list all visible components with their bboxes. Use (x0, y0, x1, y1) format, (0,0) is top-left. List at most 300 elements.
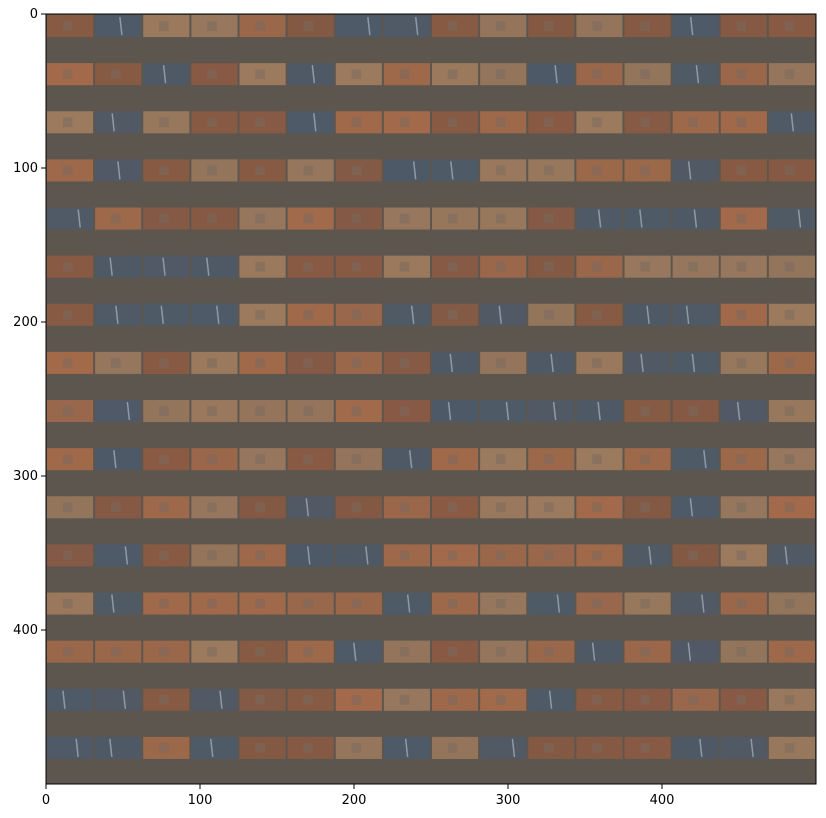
mosaic-tile (312, 328, 358, 350)
tile-inset (63, 502, 73, 512)
mosaic-tile (673, 352, 719, 374)
mosaic-tile (649, 280, 695, 302)
mosaic-tile (793, 568, 826, 590)
tile-inset (159, 551, 169, 561)
tile-inset (352, 166, 362, 176)
mosaic-tile (697, 761, 743, 783)
mosaic-tile (528, 593, 574, 615)
tile-inset (15, 647, 25, 657)
tile-inset (15, 551, 25, 561)
mosaic-tile (649, 665, 695, 687)
mosaic-tile (793, 520, 826, 542)
mosaic-tile (504, 665, 550, 687)
mosaic-tile (432, 400, 478, 422)
mosaic-tile (817, 689, 826, 711)
mosaic-tile (408, 135, 454, 157)
mosaic-tile (600, 472, 646, 494)
tile-inset (496, 117, 506, 127)
mosaic-tile (649, 761, 695, 783)
tile-inset (207, 214, 217, 224)
mosaic-tile (600, 39, 646, 61)
tile-inset (400, 695, 410, 705)
mosaic-tile (552, 568, 598, 590)
mosaic-tile (745, 39, 791, 61)
mosaic-tile (384, 304, 430, 326)
tile-inset (352, 502, 362, 512)
tile-inset (303, 406, 313, 416)
tile-inset (737, 166, 747, 176)
tile-inset (255, 310, 265, 320)
mosaic-tile (288, 496, 334, 518)
tile-inset (352, 214, 362, 224)
mosaic-tile (167, 761, 213, 783)
mosaic-tile (673, 63, 719, 85)
mosaic-tile (504, 87, 550, 109)
mosaic-tile (793, 761, 826, 783)
mosaic-tile (745, 665, 791, 687)
mosaic-tile (167, 183, 213, 205)
mosaic-tile (360, 39, 406, 61)
mosaic-tile (528, 400, 574, 422)
mosaic-tile (336, 641, 382, 663)
tile-inset (63, 69, 73, 79)
tile-inset (496, 502, 506, 512)
tile-inset (448, 647, 458, 657)
tile-inset (303, 262, 313, 272)
mosaic-tile (600, 568, 646, 590)
tile-inset (592, 502, 602, 512)
mosaic-tile (745, 183, 791, 205)
mosaic-tile (504, 280, 550, 302)
tile-inset (352, 262, 362, 272)
tile-inset (63, 454, 73, 464)
mosaic-tile (504, 617, 550, 639)
mosaic-tile (191, 256, 237, 278)
mosaic-tile (288, 111, 334, 133)
tile-inset (15, 117, 25, 127)
mosaic-tile (552, 280, 598, 302)
mosaic-tile (167, 665, 213, 687)
mosaic-tile (793, 376, 826, 398)
tile-inset (15, 406, 25, 416)
tile-inset (159, 21, 169, 31)
tile-inset (688, 262, 698, 272)
mosaic-tile (673, 593, 719, 615)
tile-inset (111, 502, 121, 512)
mosaic-tile (312, 280, 358, 302)
tile-inset (640, 117, 650, 127)
mosaic-tile (167, 472, 213, 494)
mosaic-tile (528, 63, 574, 85)
tile-inset (63, 406, 73, 416)
tile-inset (640, 262, 650, 272)
mosaic-tile (312, 424, 358, 446)
mosaic-tile (215, 617, 261, 639)
tile-inset (255, 695, 265, 705)
mosaic-tile (360, 87, 406, 109)
mosaic-tile (600, 135, 646, 157)
mosaic-tile (793, 424, 826, 446)
tile-inset (496, 358, 506, 368)
mosaic-tile (408, 280, 454, 302)
tile-inset (303, 647, 313, 657)
mosaic-tile (167, 135, 213, 157)
mosaic-tile (745, 280, 791, 302)
mosaic-tile (649, 232, 695, 254)
mosaic-tile (552, 39, 598, 61)
mosaic-tile (649, 135, 695, 157)
mosaic-tile (649, 39, 695, 61)
mosaic-tile (95, 256, 141, 278)
tile-inset (592, 117, 602, 127)
image-area (0, 14, 826, 784)
mosaic-tile (71, 665, 117, 687)
mosaic-tile (408, 761, 454, 783)
tile-inset (448, 454, 458, 464)
tile-inset (15, 743, 25, 753)
mosaic-tile (119, 232, 165, 254)
tile-inset (159, 406, 169, 416)
mosaic-tile (600, 183, 646, 205)
mosaic-tile (456, 135, 502, 157)
tile-inset (159, 599, 169, 609)
y-tick-label: 0 (29, 7, 38, 22)
mosaic-tile (432, 352, 478, 374)
x-tick-label: 100 (187, 793, 213, 808)
mosaic-tile (552, 617, 598, 639)
mosaic-tile (312, 135, 358, 157)
tile-inset (303, 166, 313, 176)
mosaic-tile (0, 737, 45, 759)
mosaic-tile (408, 183, 454, 205)
tile-inset (255, 454, 265, 464)
tile-inset (111, 647, 121, 657)
tile-inset (352, 454, 362, 464)
tile-inset (688, 117, 698, 127)
mosaic-tile (697, 232, 743, 254)
tile-inset (785, 599, 795, 609)
mosaic-tile (360, 761, 406, 783)
mosaic-tile (600, 424, 646, 446)
x-tick-label: 200 (341, 793, 367, 808)
tile-inset (303, 599, 313, 609)
tile-inset (592, 743, 602, 753)
mosaic-tile (673, 448, 719, 470)
mosaic-tile (745, 617, 791, 639)
mosaic-tile (264, 280, 310, 302)
mosaic-tile (167, 87, 213, 109)
mosaic-tile (456, 280, 502, 302)
tile-inset (207, 647, 217, 657)
tile-inset (159, 695, 169, 705)
tile-inset (640, 166, 650, 176)
mosaic-tile (360, 713, 406, 735)
mosaic-tile (697, 665, 743, 687)
mosaic-tile (0, 256, 45, 278)
mosaic-tile (817, 593, 826, 615)
mosaic-tile (480, 304, 526, 326)
tile-inset (592, 695, 602, 705)
tile-inset (496, 69, 506, 79)
tile-inset (448, 262, 458, 272)
mosaic-tile (0, 593, 45, 615)
mosaic-tile (697, 376, 743, 398)
x-tick-label: 300 (495, 793, 521, 808)
tile-inset (640, 599, 650, 609)
mosaic-tile (625, 544, 671, 566)
tile-inset (448, 21, 458, 31)
tile-inset (63, 599, 73, 609)
tile-inset (737, 214, 747, 224)
tile-inset (544, 454, 554, 464)
mosaic-tile (384, 159, 430, 181)
mosaic-tile (673, 15, 719, 37)
tile-inset (255, 743, 265, 753)
tile-inset (15, 599, 25, 609)
tile-inset (207, 551, 217, 561)
tile-inset (592, 166, 602, 176)
mosaic-tile (264, 617, 310, 639)
mosaic-tile (360, 376, 406, 398)
tile-streak (22, 258, 24, 276)
mosaic-tile (143, 256, 189, 278)
mosaic-tile (215, 232, 261, 254)
mosaic-tile (71, 183, 117, 205)
mosaic-tile (697, 87, 743, 109)
mosaic-tile (119, 617, 165, 639)
mosaic-tile (649, 472, 695, 494)
mosaic-tile (215, 761, 261, 783)
mosaic-tile (360, 617, 406, 639)
mosaic-tile (697, 520, 743, 542)
tile-inset (207, 21, 217, 31)
tile-inset (640, 743, 650, 753)
mosaic-tile (504, 424, 550, 446)
mosaic-tile (167, 424, 213, 446)
mosaic-tile (215, 665, 261, 687)
tile-inset (640, 406, 650, 416)
mosaic-tile (264, 424, 310, 446)
tile-inset (303, 454, 313, 464)
mosaic-tile (71, 87, 117, 109)
mosaic-tile (167, 39, 213, 61)
tile-inset (448, 310, 458, 320)
tile-inset (159, 647, 169, 657)
mosaic-tile (649, 568, 695, 590)
tile-inset (544, 262, 554, 272)
tile-inset (255, 647, 265, 657)
tile-inset (255, 21, 265, 31)
mosaic-tile (312, 617, 358, 639)
mosaic-tile (71, 520, 117, 542)
mosaic-tile (360, 135, 406, 157)
mosaic-tile (384, 448, 430, 470)
y-tick-label: 100 (13, 161, 38, 176)
mosaic-tile (264, 183, 310, 205)
mosaic-tile (817, 641, 826, 663)
tile-inset (63, 262, 73, 272)
mosaic-tile (312, 376, 358, 398)
mosaic-tile (71, 568, 117, 590)
mosaic-tile (0, 63, 45, 85)
mosaic-tile (0, 689, 45, 711)
mosaic-tile (697, 328, 743, 350)
mosaic-tile (312, 472, 358, 494)
mosaic-tile (600, 87, 646, 109)
mosaic-tile (167, 617, 213, 639)
mosaic-tile (47, 689, 93, 711)
tile-inset (63, 166, 73, 176)
mosaic-tile (600, 713, 646, 735)
mosaic-tile (793, 232, 826, 254)
mosaic-tile (793, 617, 826, 639)
tile-inset (400, 406, 410, 416)
mosaic-tile (264, 761, 310, 783)
mosaic-tile (360, 183, 406, 205)
mosaic-tile (456, 376, 502, 398)
tile-inset (255, 214, 265, 224)
tile-inset (785, 310, 795, 320)
mosaic-tile (793, 39, 826, 61)
mosaic-tile (408, 39, 454, 61)
tile-inset (63, 310, 73, 320)
mosaic-tile (793, 472, 826, 494)
mosaic-tile (360, 665, 406, 687)
tile-inset (207, 454, 217, 464)
tile-inset (352, 743, 362, 753)
mosaic-tile (119, 424, 165, 446)
mosaic-tile (745, 761, 791, 783)
y-tick-label: 300 (13, 469, 38, 484)
tile-inset (352, 117, 362, 127)
mosaic-tile (312, 568, 358, 590)
tile-inset (737, 502, 747, 512)
mosaic-tile (697, 39, 743, 61)
mosaic-tile (167, 713, 213, 735)
mosaic-tile (600, 232, 646, 254)
tile-inset (592, 551, 602, 561)
tile-inset (400, 262, 410, 272)
tile-inset (159, 214, 169, 224)
mosaic-tile (817, 63, 826, 85)
mosaic-tile (71, 424, 117, 446)
mosaic-tile (600, 665, 646, 687)
tile-inset (496, 166, 506, 176)
mosaic-tile (793, 280, 826, 302)
tile-inset (400, 117, 410, 127)
tile-inset (785, 262, 795, 272)
mosaic-tile (745, 232, 791, 254)
mosaic-tile (456, 424, 502, 446)
mosaic-tile (817, 496, 826, 518)
mosaic-tile (167, 232, 213, 254)
tile-inset (111, 358, 121, 368)
tile-inset (400, 551, 410, 561)
tile-inset (159, 117, 169, 127)
tile-inset (496, 551, 506, 561)
mosaic-tile (697, 280, 743, 302)
tile-inset (352, 599, 362, 609)
mosaic-tile (745, 424, 791, 446)
mosaic-tile (408, 232, 454, 254)
mosaic-tile (480, 400, 526, 422)
mosaic-tile (336, 544, 382, 566)
mosaic-tile (215, 280, 261, 302)
mosaic-tile (143, 63, 189, 85)
tile-inset (496, 262, 506, 272)
mosaic-tile (456, 713, 502, 735)
mosaic-tile (600, 761, 646, 783)
mosaic-tile (95, 400, 141, 422)
mosaic-tile (215, 39, 261, 61)
mosaic-tile (504, 520, 550, 542)
tile-inset (111, 69, 121, 79)
tile-inset (688, 695, 698, 705)
mosaic-tile (745, 520, 791, 542)
mosaic-tile (312, 87, 358, 109)
mosaic-tile (456, 232, 502, 254)
mosaic-tile (817, 400, 826, 422)
mosaic-tile (312, 713, 358, 735)
mosaic-tile (71, 39, 117, 61)
mosaic-tile (191, 304, 237, 326)
mosaic-tile (191, 737, 237, 759)
tile-inset (544, 214, 554, 224)
tile-inset (592, 262, 602, 272)
mosaic-tile (119, 183, 165, 205)
tile-inset (207, 69, 217, 79)
mosaic-tile (432, 159, 478, 181)
mosaic-tile (793, 87, 826, 109)
tile-inset (303, 214, 313, 224)
mosaic-tile (215, 135, 261, 157)
mosaic-tile (360, 568, 406, 590)
mosaic-tile (408, 472, 454, 494)
mosaic-tile (552, 328, 598, 350)
mosaic-tile (119, 87, 165, 109)
mosaic-tile (649, 376, 695, 398)
mosaic-tile (215, 472, 261, 494)
tile-inset (544, 502, 554, 512)
tile-inset (255, 117, 265, 127)
mosaic-tile (721, 737, 767, 759)
mosaic-tile (167, 520, 213, 542)
mosaic-tile (408, 328, 454, 350)
tile-inset (592, 454, 602, 464)
y-axis (13, 7, 46, 638)
tile-inset (207, 502, 217, 512)
mosaic-tile (119, 376, 165, 398)
mosaic-tile (360, 232, 406, 254)
mosaic-tile (504, 472, 550, 494)
mosaic-tile (119, 328, 165, 350)
mosaic-tile (119, 713, 165, 735)
tile-inset (496, 599, 506, 609)
tile-inset (207, 166, 217, 176)
mosaic-tile (673, 641, 719, 663)
tile-inset (737, 69, 747, 79)
mosaic-tile (264, 87, 310, 109)
mosaic-tile (456, 472, 502, 494)
mosaic-tile (456, 568, 502, 590)
tile-inset (400, 214, 410, 224)
tile-inset (737, 117, 747, 127)
mosaic-tile (817, 544, 826, 566)
tile-inset (400, 358, 410, 368)
tile-inset (785, 166, 795, 176)
mosaic-tile (552, 713, 598, 735)
tile-inset (785, 454, 795, 464)
